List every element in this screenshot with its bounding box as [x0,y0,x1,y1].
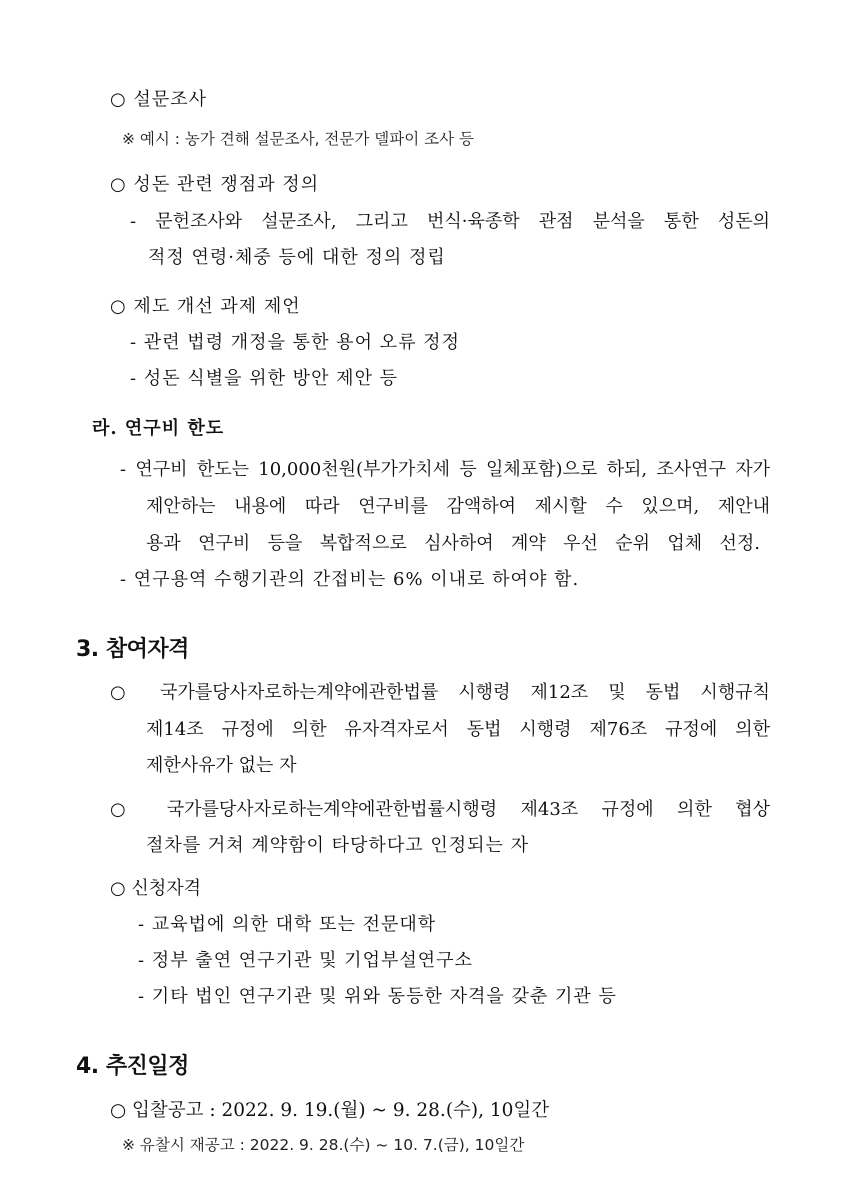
budget-dash1-line2: 제안하는 내용에 따라 연구비를 감액하여 제시할 수 있으며, 제안내 [146,496,770,517]
system-dash1: - 관련 법령 개정을 통한 용어 오류 정정 [130,332,460,353]
schedule-rebid-note: ※ 유찰시 재공고 : 2022. 9. 28.(수) ~ 10. 7.(금), 10일간 [122,1136,525,1154]
survey-bullet: ○ 설문조사 [110,89,207,110]
qualification-b1-line1: ○ 국가를당사자로하는계약에관한법률 시행령 제12조 및 동법 시행규칙 [110,682,770,703]
budget-dash1-line3: 용과 연구비 등을 복합적으로 심사하여 계약 우선 순위 업체 선정. [146,533,760,554]
qualification-b1-line3: 제한사유가 없는 자 [146,755,297,776]
system-bullet: ○ 제도 개선 과제 제언 [110,296,301,317]
budget-dash2: - 연구용역 수행기관의 간접비는 6% 이내로 하여야 함. [120,569,580,590]
system-dash2: - 성돈 식별을 위한 방안 제안 등 [130,368,399,389]
qualification-b2-line1: ○ 국가를당사자로하는계약에관한법률시행령 제43조 규정에 의한 협상 [110,799,770,820]
budget-dash1-line1: - 연구비 한도는 10,000천원(부가가치세 등 일체포함)으로 하되, 조사연구 자가 [120,459,770,480]
definition-dash1-line1: - 문헌조사와 설문조사, 그리고 번식·육종학 관점 분석을 통한 성돈의 [130,211,770,232]
qualification-b2-line2: 절차를 거쳐 계약함이 타당하다고 인정되는 자 [146,835,529,856]
survey-note: ※ 예시 : 농가 견해 설문조사, 전문가 델파이 조사 등 [122,130,474,148]
qualification-b3-dash1: - 교육법에 의한 대학 또는 전문대학 [138,914,437,935]
budget-heading: 라. 연구비 한도 [92,418,225,439]
schedule-bid: ○ 입찰공고 : 2022. 9. 19.(월) ~ 9. 28.(수), 10일간 [110,1100,550,1121]
qualification-b3: ○ 신청자격 [110,878,201,899]
schedule-heading: 4. 추진일정 [76,1054,189,1079]
qualification-heading: 3. 참여자격 [76,637,189,662]
qualification-b1-line2: 제14조 규정에 의한 유자격자로서 동법 시행령 제76조 규정에 의한 [146,719,770,740]
qualification-b3-dash2: - 정부 출연 연구기관 및 기업부설연구소 [138,950,473,971]
definition-dash1-line2: 적정 연령·체중 등에 대한 정의 정립 [148,247,446,268]
qualification-b3-dash3: - 기타 법인 연구기관 및 위와 동등한 자격을 갖춘 기관 등 [138,986,617,1007]
definition-bullet: ○ 성돈 관련 쟁점과 정의 [110,174,320,195]
